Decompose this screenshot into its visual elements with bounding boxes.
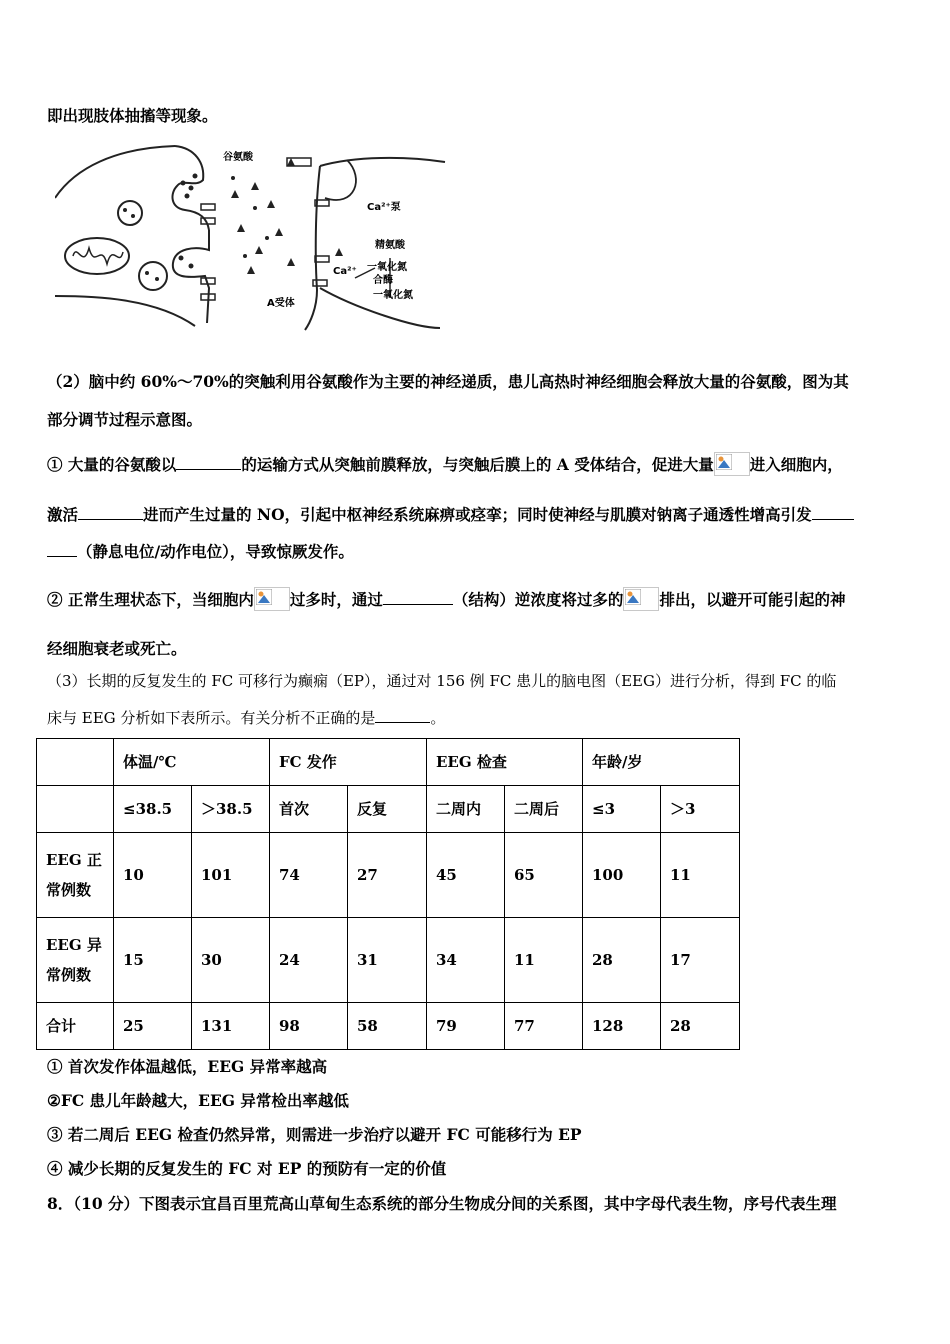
table-header-row bbox=[37, 739, 740, 786]
row-label-line: EEG 正 bbox=[46, 851, 102, 869]
q2-item2-c: （结构）逆浓度将过多的 bbox=[452, 590, 624, 609]
table-subheader: ＞38.5 bbox=[192, 786, 270, 833]
table-row bbox=[37, 918, 740, 1003]
blank-answer[interactable] bbox=[375, 708, 430, 723]
row-label-line: EEG 异 bbox=[46, 936, 102, 954]
table-cell: 45 bbox=[427, 833, 505, 918]
row-label-line: 常例数 bbox=[46, 966, 92, 984]
table-subheader: 反复 bbox=[348, 786, 427, 833]
label-ca-in: Ca²⁺ bbox=[333, 266, 357, 277]
option-4: ④ 减少长期的反复发生的 FC 对 EP 的预防有一定的价值 bbox=[47, 1159, 447, 1178]
option-3: ③ 若二周后 EEG 检查仍然异常，则需进一步治疗以避开 FC 可能移行为 EP bbox=[47, 1125, 582, 1144]
blank-potential[interactable] bbox=[812, 505, 854, 520]
q2-item2-d: 排出，以避开可能引起的神 bbox=[659, 590, 846, 609]
table-subheader: ≤38.5 bbox=[114, 786, 192, 833]
blank-potential-cont[interactable] bbox=[47, 542, 77, 557]
q3-line2-a: 床与 EEG 分析如下表所示。有关分析不正确的是 bbox=[47, 709, 376, 727]
blank-transport-mode[interactable] bbox=[176, 455, 241, 470]
table-cell: 27 bbox=[348, 833, 427, 918]
q2-item1-line2 bbox=[47, 503, 854, 525]
table-cell: 28 bbox=[583, 918, 661, 1003]
table-cell: 11 bbox=[505, 918, 583, 1003]
label-nos-2: 合酶 bbox=[373, 275, 393, 286]
table-subheader-row bbox=[37, 786, 740, 833]
label-nos-1: 一氧化氮 bbox=[367, 262, 407, 273]
table-row bbox=[37, 1003, 740, 1050]
eeg-table bbox=[36, 738, 740, 1050]
q2-item1-d: 激活 bbox=[47, 505, 79, 524]
table-cell: 24 bbox=[270, 918, 348, 1003]
table-cell: 17 bbox=[661, 918, 740, 1003]
q2-item1-f: （静息电位/动作电位），导致惊厥发作。 bbox=[77, 542, 354, 561]
table-cell: 34 bbox=[427, 918, 505, 1003]
table-subheader: ＞3 bbox=[661, 786, 740, 833]
q2-item2-line1 bbox=[47, 587, 845, 611]
table-row-label: 合计 bbox=[37, 1003, 114, 1050]
q2-item1-e: 进而产生过量的 NO，引起中枢神经系统麻痹或痉挛；同时使神经与肌膜对钠离子通透性增高引发 bbox=[143, 505, 812, 524]
q2-item1-line1 bbox=[47, 452, 843, 476]
table-group-header: 体温/℃ bbox=[114, 739, 270, 786]
label-glutamate: 谷氨酸 bbox=[223, 152, 253, 163]
synapse-diagram bbox=[55, 138, 455, 333]
option-2: ②FC 患儿年龄越大，EEG 异常检出率越低 bbox=[47, 1091, 349, 1110]
table-group-header: EEG 检查 bbox=[427, 739, 583, 786]
table-group-header: 年龄/岁 bbox=[583, 739, 740, 786]
table-row-label bbox=[37, 918, 114, 1003]
table-row-label bbox=[37, 833, 114, 918]
table-cell: 77 bbox=[505, 1003, 583, 1050]
table-group-header: FC 发作 bbox=[270, 739, 427, 786]
q2-line2: 部分调节过程示意图。 bbox=[47, 410, 203, 429]
blank-enzyme[interactable] bbox=[78, 505, 143, 520]
table-cell: 58 bbox=[348, 1003, 427, 1050]
table-cell: 128 bbox=[583, 1003, 661, 1050]
table-cell: 31 bbox=[348, 918, 427, 1003]
q3-line2 bbox=[47, 707, 445, 728]
q2-item2-b: 过多时，通过 bbox=[289, 590, 383, 609]
table-subheader: ≤3 bbox=[583, 786, 661, 833]
row-label-line: 常例数 bbox=[46, 881, 92, 899]
table-empty-cell bbox=[37, 786, 114, 833]
table-cell: 10 bbox=[114, 833, 192, 918]
table-cell: 30 bbox=[192, 918, 270, 1003]
image-placeholder-icon bbox=[714, 452, 750, 476]
table-cell: 11 bbox=[661, 833, 740, 918]
table-cell: 28 bbox=[661, 1003, 740, 1050]
table-cell: 74 bbox=[270, 833, 348, 918]
q2-item1-b: 的运输方式从突触前膜释放，与突触后膜上的 A 受体结合，促进大量 bbox=[241, 455, 714, 474]
q2-item1-a: ① 大量的谷氨酸以 bbox=[47, 455, 177, 474]
table-row bbox=[37, 833, 740, 918]
table-subheader: 首次 bbox=[270, 786, 348, 833]
table-cell: 101 bbox=[192, 833, 270, 918]
q2-item2-line2: 经细胞衰老或死亡。 bbox=[47, 639, 187, 658]
label-ca-pump: Ca²⁺泵 bbox=[367, 202, 401, 213]
q3-line2-b: 。 bbox=[430, 709, 446, 727]
table-cell: 25 bbox=[114, 1003, 192, 1050]
q2-item2-a: ② 正常生理状态下，当细胞内 bbox=[47, 590, 254, 609]
table-cell: 15 bbox=[114, 918, 192, 1003]
table-cell: 65 bbox=[505, 833, 583, 918]
image-placeholder-icon bbox=[254, 587, 290, 611]
option-1: ① 首次发作体温越低，EEG 异常率越高 bbox=[47, 1057, 328, 1076]
table-cell: 98 bbox=[270, 1003, 348, 1050]
q2-line1: （2）脑中约 60%～70%的突触利用谷氨酸作为主要的神经递质，患儿高热时神经细胞会释放大量的谷氨酸，图为其 bbox=[47, 372, 849, 391]
q3-line1: （3）长期的反复发生的 FC 可移行为癫痫（EP），通过对 156 例 FC 患儿的脑电图（EEG）进行分析，得到 FC 的临 bbox=[47, 672, 837, 690]
q2-item1-line3 bbox=[47, 540, 354, 562]
q2-item1-c: 进入细胞内， bbox=[749, 455, 843, 474]
table-corner-cell bbox=[37, 739, 114, 786]
table-subheader: 二周后 bbox=[505, 786, 583, 833]
label-no: 一氧化氮 bbox=[373, 290, 413, 301]
label-arginine: 精氨酸 bbox=[375, 240, 405, 251]
blank-structure[interactable] bbox=[383, 590, 453, 605]
q8-line: 8．（10 分）下图表示宜昌百里荒高山草甸生态系统的部分生物成分间的关系图，其中字母代表生物，序号代表生理 bbox=[47, 1194, 837, 1213]
image-placeholder-icon bbox=[623, 587, 659, 611]
table-subheader: 二周内 bbox=[427, 786, 505, 833]
label-a-receptor: A受体 bbox=[267, 298, 295, 309]
table-cell: 131 bbox=[192, 1003, 270, 1050]
intro-line: 即出现肢体抽搐等现象。 bbox=[47, 106, 218, 125]
table-cell: 79 bbox=[427, 1003, 505, 1050]
table-cell: 100 bbox=[583, 833, 661, 918]
